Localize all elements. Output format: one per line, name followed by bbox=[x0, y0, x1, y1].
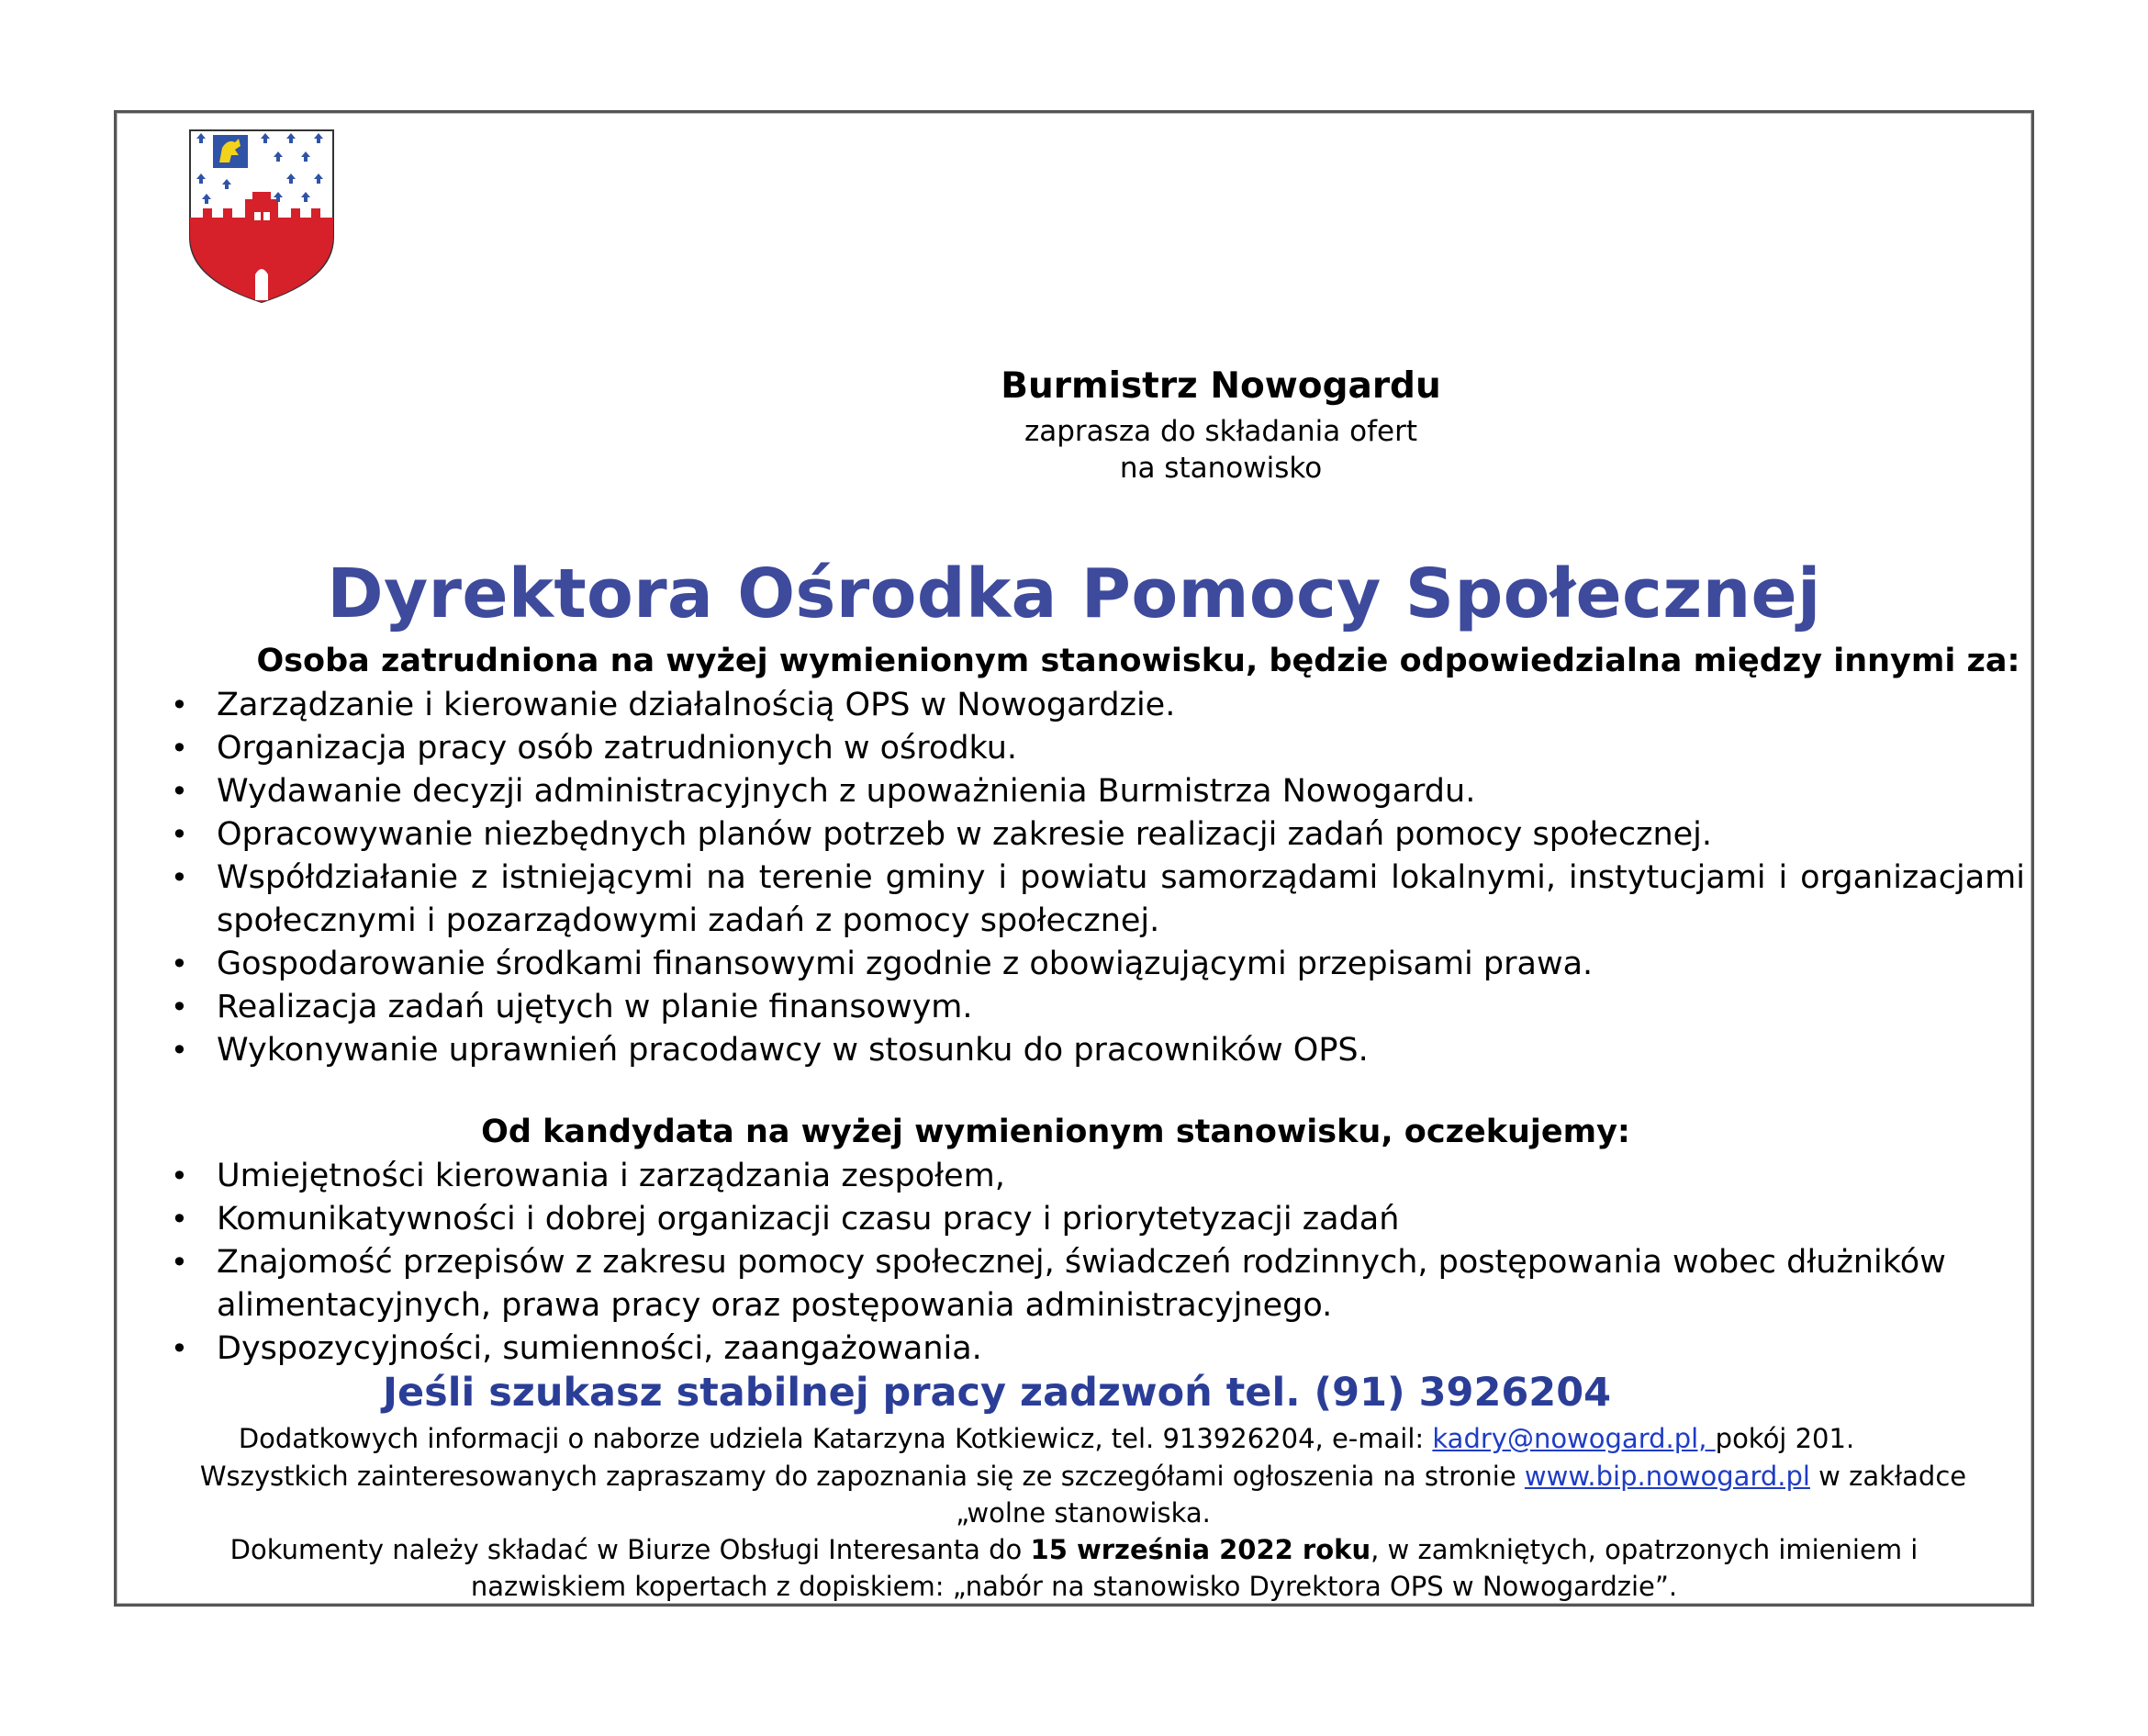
website-line bbox=[114, 1458, 2034, 1495]
email-link[interactable]: kadry@nowogard.pl, bbox=[1432, 1423, 1716, 1454]
duties-heading: Osoba zatrudniona na wyżej wymienionym stanowisku, będzie odpowiedzialna między innymi za: bbox=[256, 643, 2020, 679]
list-item: • Wykonywanie uprawnień pracodawcy w stosunku do pracowników OPS. bbox=[171, 1029, 2025, 1072]
issuer-name: Burmistrz Nowogardu bbox=[1001, 365, 1441, 407]
list-item: • Współdziałanie z istniejącymi na terenie gminy i powiatu samorządami lokalnymi, instytucjami i organizacjami społecznymi i pozarządowymi zadań z pomocy społecznej. bbox=[171, 857, 2025, 943]
list-item: • Organizacja pracy osób zatrudnionych w ośrodku. bbox=[171, 727, 2025, 770]
list-item: • Znajomość przepisów z zakresu pomocy społecznej, świadczeń rodzinnych, postępowania wobec dłużników alimentacyjnych, prawa pracy oraz postępowania administracyjnego. bbox=[171, 1241, 2025, 1327]
nowogard-coat-of-arms-icon bbox=[187, 128, 336, 304]
list-item: • Wydawanie decyzji administracyjnych z upoważnienia Burmistrza Nowogardu. bbox=[171, 770, 2025, 813]
position-title: Dyrektora Ośrodka Pomocy Społecznej bbox=[327, 554, 1821, 633]
submission-suffix: , w zamkniętych, opatrzonych imieniem i bbox=[1370, 1534, 1919, 1565]
list-item: • Dyspozycyjności, sumienności, zaangażowania. bbox=[171, 1327, 2025, 1371]
call-to-action: Jeśli szukasz stabilnej pracy zadzwoń tel. (91) 3926204 bbox=[383, 1370, 1612, 1416]
envelope-line: nazwiskiem kopertach z dopiskiem: „nabór na stanowisko Dyrektora OPS w Nowogardzie”. bbox=[470, 1571, 1678, 1602]
position-label: na stanowisko bbox=[1119, 452, 1323, 485]
deadline-date: 15 września 2022 roku bbox=[1030, 1534, 1371, 1565]
contact-room: pokój 201. bbox=[1715, 1423, 1855, 1454]
website-link[interactable]: www.bip.nowogard.pl bbox=[1524, 1461, 1810, 1492]
list-item: • Umiejętności kierowania i zarządzania zespołem, bbox=[171, 1155, 2025, 1198]
list-item: • Komunikatywności i dobrej organizacji czasu pracy i priorytetyzacji zadań bbox=[171, 1198, 2025, 1241]
requirements-heading: Od kandydata na wyżej wymienionym stanowisku, oczekujemy: bbox=[481, 1114, 1630, 1150]
contact-text: Dodatkowych informacji o naborze udziela Katarzyna Kotkiewicz, tel. 913926204, e-mail: bbox=[238, 1423, 1433, 1454]
website-text: Wszystkich zainteresowanych zapraszamy do zapoznania się ze szczegółami ogłoszenia na stronie bbox=[199, 1461, 1525, 1492]
requirements-list bbox=[171, 1155, 2025, 1371]
tab-name-line: „wolne stanowiska. bbox=[956, 1497, 1211, 1529]
contact-line bbox=[114, 1420, 2034, 1457]
list-item: • Opracowywanie niezbędnych planów potrzeb w zakresie realizacji zadań pomocy społecznej. bbox=[171, 813, 2025, 857]
duties-list bbox=[171, 684, 2025, 1072]
website-suffix: w zakładce bbox=[1809, 1461, 1967, 1492]
list-item: • Gospodarowanie środkami finansowymi zgodnie z obowiązującymi przepisami prawa. bbox=[171, 943, 2025, 986]
submission-text: Dokumenty należy składać w Biurze Obsługi Interesanta do bbox=[229, 1534, 1031, 1565]
invitation-text: zaprasza do składania ofert bbox=[1024, 415, 1417, 448]
list-item: • Zarządzanie i kierowanie działalnością OPS w Nowogardzie. bbox=[171, 684, 2025, 727]
submission-line bbox=[114, 1531, 2034, 1568]
list-item: • Realizacja zadań ujętych w planie finansowym. bbox=[171, 986, 2025, 1029]
